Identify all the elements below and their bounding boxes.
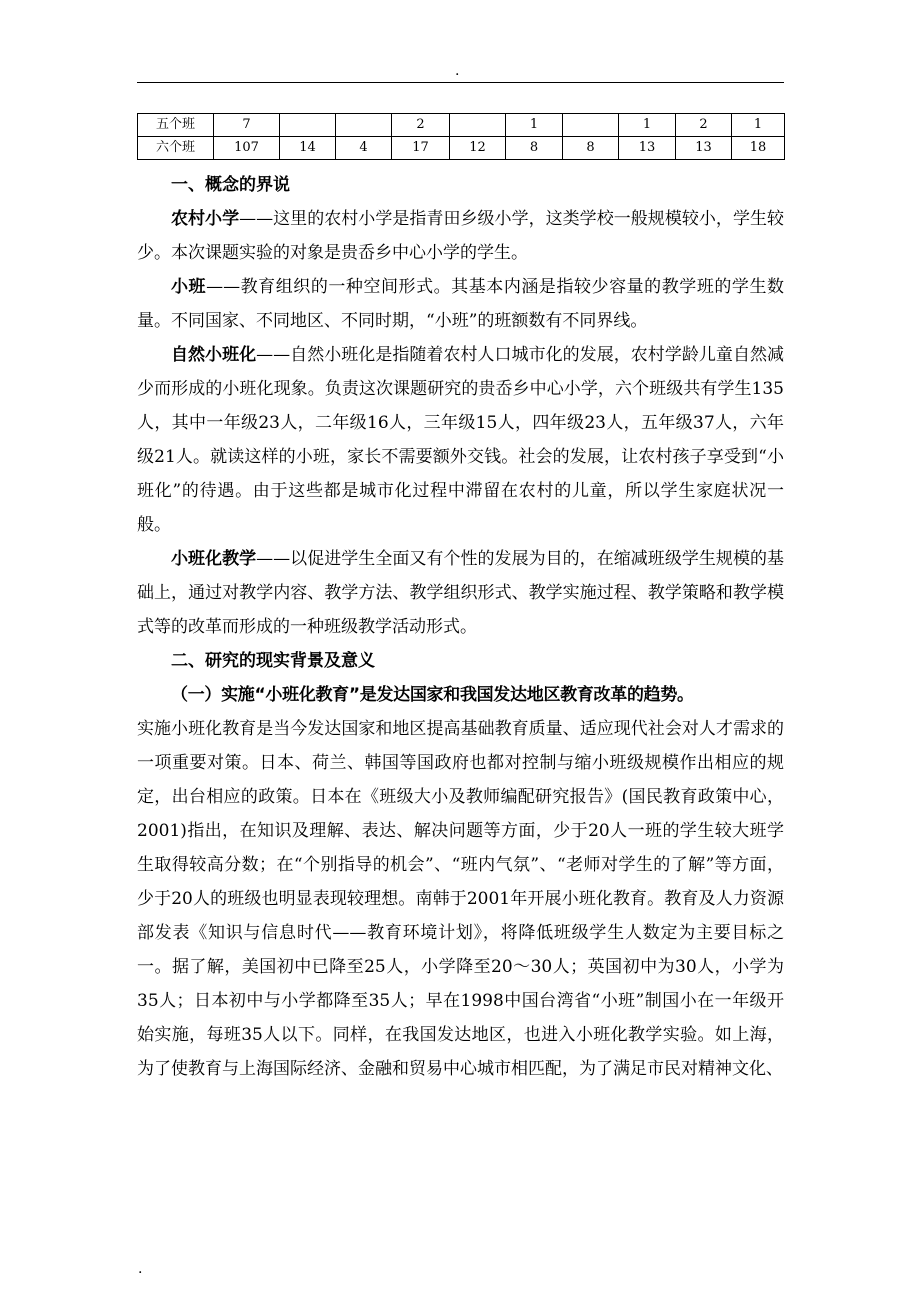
section-heading: 一、概念的界说 (171, 175, 290, 195)
row-label: 五个班 (138, 114, 214, 137)
table-cell: 12 (450, 137, 506, 160)
header-rule (137, 82, 784, 83)
table-cell: 18 (732, 137, 785, 160)
table-cell (563, 114, 619, 137)
table-row (138, 137, 785, 160)
table-cell: 13 (676, 137, 732, 160)
table-cell: 17 (392, 137, 450, 160)
definition-text: ——以促进学生全面又有个性的发展为目的，在缩减班级学生规模的基础上，通过对教学内容、教学方法、教学组织形式、教学实施过程、教学策略和教学模式等的改革而形成的一种班级教学活动形式。 (137, 549, 785, 637)
definition-term: 农村小学 (171, 209, 240, 229)
header-mark: . (455, 63, 460, 79)
table-cell (336, 114, 392, 137)
definition-paragraph (137, 270, 784, 338)
document-body (137, 168, 784, 1086)
table-cell: 2 (676, 114, 732, 137)
footer-mark: . (138, 1261, 143, 1277)
table-cell: 8 (563, 137, 619, 160)
definition-paragraph (137, 202, 784, 270)
definition-term: 小班 (171, 277, 207, 297)
definition-text: ——这里的农村小学是指青田乡级小学，这类学校一般规模较小，学生较少。本次课题实验的对象是贵岙乡中心小学的学生。 (137, 209, 785, 263)
table-cell: 14 (280, 137, 336, 160)
table-cell: 8 (506, 137, 563, 160)
body-paragraph: 实施小班化教育是当今发达国家和地区提高基础教育质量、适应现代社会对人才需求的一项重要对策。日本、荷兰、韩国等国政府也都对控制与缩小班级规模作出相应的规定，出台相应的政策。日本在《班级大小及教师编配研究报告》(国民教育政策中心，2001)指出，在知识及理解、表达、解决问题等方面，少于20人一班的学生较大班学生取得较高分数；在“个别指导的机会”、“班内气氛”、“老师对学生的了解”等方面，少于20人的班级也明显表现较理想。南韩于2001年开展小班化教育。教育及人力资源部发表《知识与信息时代——教育环境计划》，将降低班级学生人数定为主要目标之一。据了解，美国初中已降至25人，小学降至20～30人；英国初中为30人，小学为35人；日本初中与小学都降至35人；早在1998中国台湾省“小班”制国小在一年级开始实施，每班35人以下。同样，在我国发达地区，也进入小班化教学实验。如上海，为了使教育与上海国际经济、金融和贸易中心城市相匹配，为了满足市民对精神文化、 (137, 719, 784, 1079)
table-cell: 1 (732, 114, 785, 137)
table-cell (280, 114, 336, 137)
table-cell: 1 (619, 114, 676, 137)
definition-paragraph (137, 338, 784, 542)
section-heading: 二、研究的现实背景及意义 (171, 651, 375, 671)
table-row (138, 114, 785, 137)
table-cell: 7 (214, 114, 280, 137)
class-stats-table (137, 113, 785, 160)
definition-text: ——自然小班化是指随着农村人口城市化的发展，农村学龄儿童自然减少而形成的小班化现象。负责这次课题研究的贵岙乡中心小学，六个班级共有学生135人，其中一年级23人，二年级16人，三年级15人，四年级23人，五年级37人，六年级21人。就读这样的小班，家长不需要额外交钱。社会的发展，让农村孩子享受到“小班化”的待遇。由于这些都是城市化过程中滞留在农村的儿童，所以学生家庭状况一般。 (137, 345, 785, 535)
definition-term: 自然小班化 (171, 345, 257, 365)
table-cell: 13 (619, 137, 676, 160)
row-label: 六个班 (138, 137, 214, 160)
table-cell: 107 (214, 137, 280, 160)
table-cell: 4 (336, 137, 392, 160)
table-cell (450, 114, 506, 137)
definition-term: 小班化教学 (171, 549, 257, 569)
definition-text: ——教育组织的一种空间形式。其基本内涵是指较少容量的教学班的学生数量。不同国家、不同地区、不同时期，“小班”的班额数有不同界线。 (137, 277, 785, 331)
subsection-heading: （一）实施“小班化教育”是发达国家和我国发达地区教育改革的趋势。 (171, 685, 694, 705)
definition-paragraph (137, 542, 784, 644)
table-cell: 1 (506, 114, 563, 137)
table-cell: 2 (392, 114, 450, 137)
